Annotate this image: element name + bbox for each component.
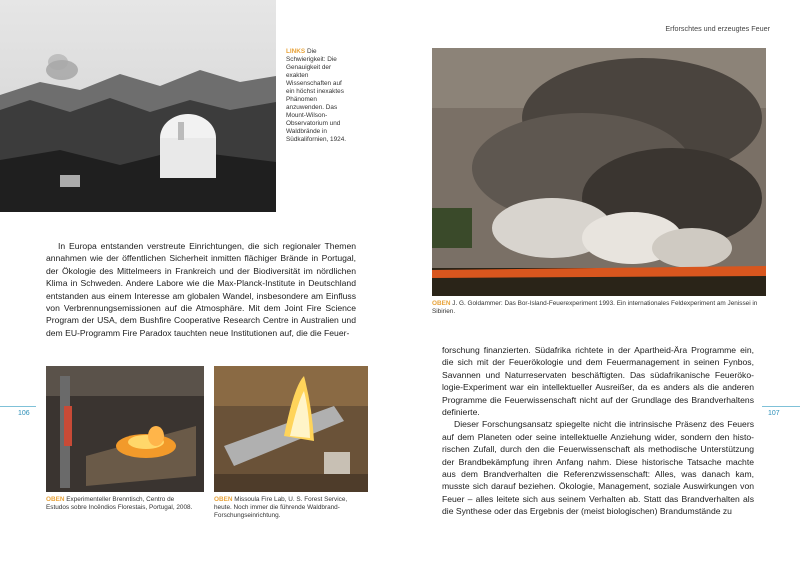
running-header: Erforschtes und erzeugtes Feuer: [665, 24, 770, 33]
right-paragraph-2: Dieser Forschungsansatz spiegelte nicht die intrinsische Präsenz des Feuers auf dem Planeten oder seine intellektuelle Anziehung wider, sondern den historischen Zufall, durch den die Feuerwissenschaft als methodische Unterstützung der Brandbekämpfung ihren Anfang nahm. Diese historische Tatsache machte aus dem Brandverhalten die Referenzwissenschaft: Alles, was danach kam, musste sich darauf beziehen. Ökologie, Management, soziale Auswirkungen von Feuer – alles leitete sich aus seinem Verhalten ab. Statt das Brandverhalten als die Synthese oder das Ergebnis der (meist biologischen) Brandumstände zu: [442, 419, 754, 517]
page-number-left: 106: [18, 410, 30, 417]
caption-text: Missoula Fire Lab, U. S. Forest Service, heute. Noch immer die führende Waldbrand-Forschungseinrichtung.: [214, 496, 348, 519]
caption-keyword: OBEN: [214, 496, 233, 503]
caption-text: Die Schwierigkeit: Die Genauigkeit der exakten Wissenschaften auf ein höchst inexaktes Phänomen anzuwenden. Das Mount-Wilson-Observatorium und Waldbrände in Südkalifornien, 1924.: [286, 48, 347, 143]
caption-text: Experimenteller Brenntisch, Centro de Estudos sobre Incêndios Florestais, Portugal, 2008.: [46, 496, 193, 511]
missoula-lab-photo: [214, 366, 368, 492]
caption-keyword: LINKS: [286, 48, 306, 55]
right-photo-caption: [432, 300, 766, 316]
left-body-text: [46, 240, 356, 339]
observatory-photo: [0, 0, 276, 212]
right-paragraph-1: forschung finanzierten. Südafrika richtete in der Apartheid-Ära Programme ein, die sich mit der Feuerökologie und dem Feuermanagement in seinen Fynbos, Savannen und Naturreservaten beschäftigten. Das südafrikanische Feuerökologie-Experiment war ein intellektueller Ausreißer, da es anders als die anderen Programme die Feuerwissenschaft nicht auf der Grundlage des Brandverhaltens definierte.: [442, 345, 754, 418]
bottom-left-caption: [46, 496, 196, 512]
top-left-caption: [286, 48, 348, 144]
right-body-text: [442, 344, 754, 518]
caption-text: J. G. Goldammer: Das Bor-Island-Feuerexperiment 1993. Ein internationales Feldexperiment am Jenissei in Sibirien.: [432, 300, 758, 315]
left-paragraph: In Europa entstanden verstreute Einrichtungen, die sich regionaler Themen annahmen wie der öffentlichen Sicherheit inmitten flächiger Brände in Portugal, der Ökologie des Mittelmeers in Frankreich und der Biodiversität im nördlichen Klima in Schweden. Andere Labore wie die Max-Planck-Institute in Deutschland entstanden aus einem Interesse am globalen Wandel, insbesondere am Einfluss von Verbrennungsemissionen auf die Atmosphäre. Mit dem Joint Fire Science Program der USA, dem Bushfire Cooperative Research Centre in Australien und dem EU-Programm Fire Paradox tauchten neue Institutionen auf, die die Feuer-: [46, 241, 356, 338]
bor-island-fire-photo: [432, 48, 766, 296]
bottom-right-caption: [214, 496, 362, 520]
page-rule-right: [762, 406, 800, 407]
page-rule-left: [0, 406, 36, 407]
burning-table-photo: [46, 366, 204, 492]
caption-keyword: OBEN: [432, 300, 451, 307]
caption-keyword: OBEN: [46, 496, 65, 503]
page-number-right: 107: [768, 410, 780, 417]
